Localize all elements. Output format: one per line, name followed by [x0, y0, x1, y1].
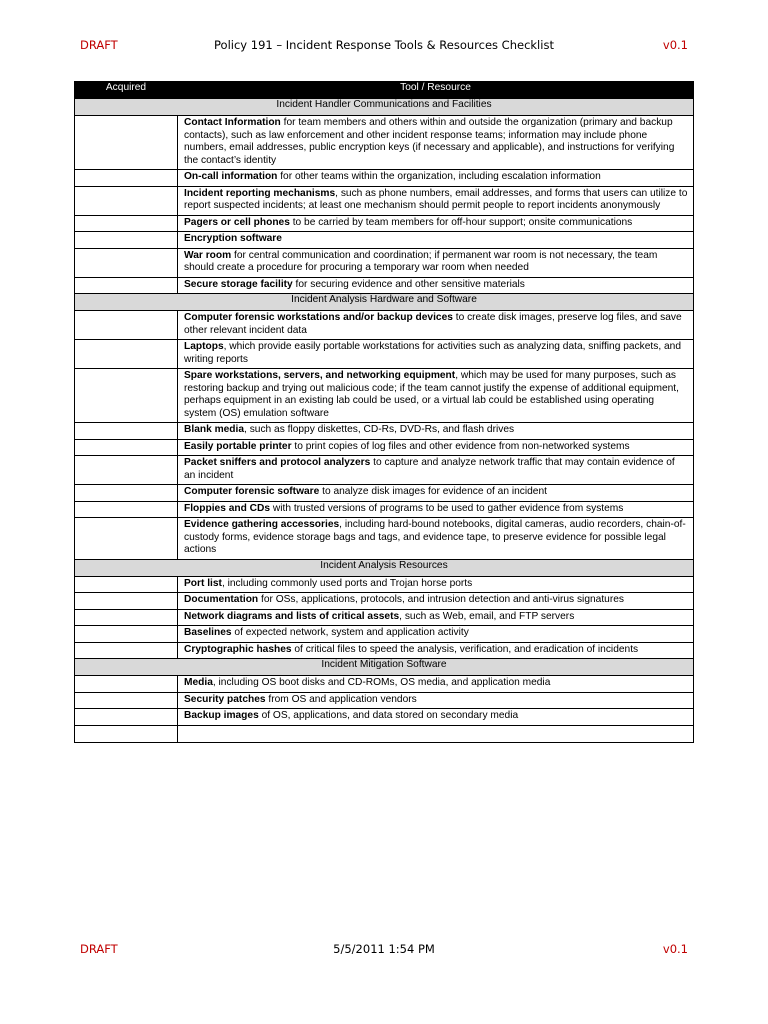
resource-detail: of OS, applications, and data stored on secondary media — [258, 710, 519, 721]
acquired-checkbox-cell[interactable] — [75, 232, 178, 249]
checklist-row — [75, 676, 694, 693]
section-header-row — [75, 559, 694, 576]
resource-name: Documentation — [184, 594, 259, 605]
section-header-row — [75, 659, 694, 676]
acquired-checkbox-cell[interactable] — [75, 676, 178, 693]
resource-detail: , including hard-bound notebooks, digital cameras, audio recorders, chain-of-custody forms, evidence storage bags and tags, and evidence tape, to preserve evidence for possible legal actions — [184, 519, 686, 555]
resource-description-cell — [178, 593, 694, 610]
checklist-row — [75, 609, 694, 626]
resource-description-cell — [178, 215, 694, 232]
resource-name: Easily portable printer — [184, 440, 292, 452]
resource-detail: for OSs, applications, protocols, and intrusion detection and anti-virus signatures — [258, 594, 624, 605]
version-label: v0.1 — [662, 38, 688, 52]
resource-description-cell — [178, 725, 694, 742]
acquired-checkbox-cell[interactable] — [75, 340, 178, 369]
checklist-row — [75, 232, 694, 249]
resource-description-cell — [178, 676, 694, 693]
checklist-row — [75, 501, 694, 518]
resource-detail: , such as phone numbers, email addresses, and forms that users can utilize to report suspected incidents; at least one mechanism should permit people to report incidents anonymously — [184, 187, 688, 211]
resource-description-cell — [178, 609, 694, 626]
resource-description-cell — [178, 501, 694, 518]
resource-detail: to print copies of log files and other evidence from non-networked systems — [291, 440, 630, 452]
resource-name: Evidence gathering accessories — [184, 519, 340, 530]
resource-description-cell — [178, 311, 694, 340]
footer-version-label: v0.1 — [662, 942, 688, 956]
acquired-checkbox-cell[interactable] — [75, 116, 178, 170]
checklist-row — [75, 116, 694, 170]
acquired-checkbox-cell[interactable] — [75, 725, 178, 742]
footer-draft-label: DRAFT — [80, 942, 118, 956]
resource-name: On-call information — [184, 171, 278, 182]
checklist-row — [75, 518, 694, 560]
resource-description-cell — [178, 369, 694, 423]
resource-detail: , including commonly used ports and Trojan horse ports — [221, 577, 473, 589]
acquired-checkbox-cell[interactable] — [75, 593, 178, 610]
resource-detail: of expected network, system and application activity — [231, 627, 469, 638]
column-header-row — [75, 82, 694, 99]
resource-description-cell — [178, 709, 694, 726]
checklist-row — [75, 642, 694, 659]
acquired-checkbox-cell[interactable] — [75, 626, 178, 643]
resource-name: Incident reporting mechanisms — [184, 187, 336, 199]
checklist-row — [75, 692, 694, 709]
resource-name: War room — [184, 249, 232, 261]
resource-detail: , such as floppy diskettes, CD-Rs, DVD-Rs, and flash drives — [244, 424, 515, 435]
acquired-checkbox-cell[interactable] — [75, 642, 178, 659]
checklist-row — [75, 423, 694, 440]
resource-detail: , including OS boot disks and CD-ROMs, OS media, and application media — [212, 677, 551, 688]
checklist-row — [75, 485, 694, 502]
resource-description-cell — [178, 232, 694, 249]
acquired-checkbox-cell[interactable] — [75, 439, 178, 456]
resource-detail: for securing evidence and other sensitive materials — [292, 278, 525, 290]
resource-name: Computer forensic workstations and/or backup devices — [184, 312, 453, 323]
resource-description-cell — [178, 277, 694, 294]
acquired-checkbox-cell[interactable] — [75, 186, 178, 215]
checklist-row — [75, 709, 694, 726]
resource-name: Port list — [184, 577, 222, 589]
resource-description-cell — [178, 642, 694, 659]
resource-detail: to capture and analyze network traffic that may contain evidence of an incident — [184, 457, 675, 481]
resource-name: Encryption software — [184, 233, 282, 244]
checklist-row — [75, 186, 694, 215]
resource-description-cell — [178, 170, 694, 187]
acquired-checkbox-cell[interactable] — [75, 215, 178, 232]
resource-name: Cryptographic hashes — [184, 643, 292, 655]
resource-detail: of critical files to speed the analysis, verification, and eradication of incidents — [291, 643, 639, 655]
resource-name: Blank media — [184, 424, 245, 435]
resource-description-cell — [178, 439, 694, 456]
resource-detail: , which may be used for many purposes, such as restoring backup and trying out malicious code; if the team cannot justify the expense of additional equipment, perhaps equipment in an existing lab could be used, or a virtual lab could be established using operating system (OS) emulation software — [184, 370, 679, 419]
section-title: Incident Analysis Hardware and Software — [75, 294, 694, 311]
resource-description-cell — [178, 423, 694, 440]
resource-description-cell — [178, 485, 694, 502]
checklist-row — [75, 311, 694, 340]
checklist-row — [75, 725, 694, 742]
resource-name: Secure storage facility — [184, 278, 293, 290]
acquired-checkbox-cell[interactable] — [75, 576, 178, 593]
checklist-row — [75, 456, 694, 485]
acquired-checkbox-cell[interactable] — [75, 369, 178, 423]
resource-description-cell — [178, 116, 694, 170]
resource-detail: from OS and application vendors — [265, 693, 417, 705]
resource-name: Baselines — [184, 627, 232, 638]
section-title: Incident Analysis Resources — [75, 559, 694, 576]
checklist-row — [75, 170, 694, 187]
acquired-checkbox-cell[interactable] — [75, 248, 178, 277]
footer-date: 5/5/2011 1:54 PM — [333, 942, 435, 956]
resource-detail: , such as Web, email, and FTP servers — [399, 610, 575, 622]
acquired-checkbox-cell[interactable] — [75, 456, 178, 485]
acquired-column-header: Acquired — [75, 82, 178, 99]
checklist-table — [74, 81, 694, 743]
acquired-checkbox-cell[interactable] — [75, 277, 178, 294]
draft-label: DRAFT — [80, 38, 118, 52]
checklist-row — [75, 593, 694, 610]
resource-name: Spare workstations, servers, and networking equipment — [184, 370, 456, 381]
resource-detail: with trusted versions of programs to be used to gather evidence from systems — [270, 502, 624, 514]
resource-name: Packet sniffers and protocol analyzers — [184, 457, 371, 468]
resource-detail: to be carried by team members for off-hour support; onsite communications — [289, 216, 633, 228]
resource-description-cell — [178, 626, 694, 643]
resource-description-cell — [178, 692, 694, 709]
acquired-checkbox-cell[interactable] — [75, 709, 178, 726]
resource-description-cell — [178, 340, 694, 369]
resource-name: Network diagrams and lists of critical assets — [184, 610, 400, 622]
acquired-checkbox-cell[interactable] — [75, 170, 178, 187]
page-header — [0, 38, 768, 58]
checklist-row — [75, 340, 694, 369]
resource-name: Media — [184, 677, 213, 688]
resource-detail: for central communication and coordination; if permanent war room is not necessary, the team should create a procedure for procuring a temporary war room when needed — [184, 249, 658, 273]
acquired-checkbox-cell[interactable] — [75, 501, 178, 518]
resource-detail: for other teams within the organization, including escalation information — [277, 171, 601, 182]
resource-description-cell — [178, 456, 694, 485]
page-footer — [0, 942, 768, 962]
resource-name: Backup images — [184, 710, 259, 721]
resource-name: Contact Information — [184, 117, 281, 128]
acquired-checkbox-cell[interactable] — [75, 423, 178, 440]
resource-description-cell — [178, 576, 694, 593]
tool-resource-column-header: Tool / Resource — [178, 82, 694, 99]
resource-detail: , which provide easily portable workstations for activities such as analyzing data, sniffing packets, and writing reports — [184, 341, 681, 365]
section-header-row — [75, 294, 694, 311]
resource-description-cell — [178, 518, 694, 560]
checklist-row — [75, 626, 694, 643]
section-header-row — [75, 99, 694, 116]
checklist-row — [75, 439, 694, 456]
resource-description-cell — [178, 186, 694, 215]
checklist-row — [75, 576, 694, 593]
resource-description-cell — [178, 248, 694, 277]
document-title: Policy 191 – Incident Response Tools & Resources Checklist — [214, 38, 554, 52]
resource-detail: for team members and others within and outside the organization (primary and backup contacts), such as law enforcement and other incident response teams; information may include phone numbers, email addresses, public encryption keys (if necessary and applicable), and instructions for verifying the contact’s identity — [184, 117, 675, 166]
resource-name: Computer forensic software — [184, 486, 320, 497]
acquired-checkbox-cell[interactable] — [75, 518, 178, 560]
checklist-row — [75, 277, 694, 294]
acquired-checkbox-cell[interactable] — [75, 485, 178, 502]
acquired-checkbox-cell[interactable] — [75, 311, 178, 340]
resource-name: Security patches — [184, 693, 266, 705]
resource-detail: to analyze disk images for evidence of an incident — [319, 486, 547, 497]
checklist-row — [75, 248, 694, 277]
section-title: Incident Mitigation Software — [75, 659, 694, 676]
resource-name: Pagers or cell phones — [184, 216, 290, 228]
section-title: Incident Handler Communications and Facilities — [75, 99, 694, 116]
resource-name: Floppies and CDs — [184, 502, 271, 514]
acquired-checkbox-cell[interactable] — [75, 609, 178, 626]
checklist-row — [75, 215, 694, 232]
checklist-row — [75, 369, 694, 423]
resource-name: Laptops — [184, 341, 224, 352]
resource-detail: to create disk images, preserve log files, and save other relevant incident data — [184, 312, 682, 336]
acquired-checkbox-cell[interactable] — [75, 692, 178, 709]
checklist-body — [75, 99, 694, 743]
